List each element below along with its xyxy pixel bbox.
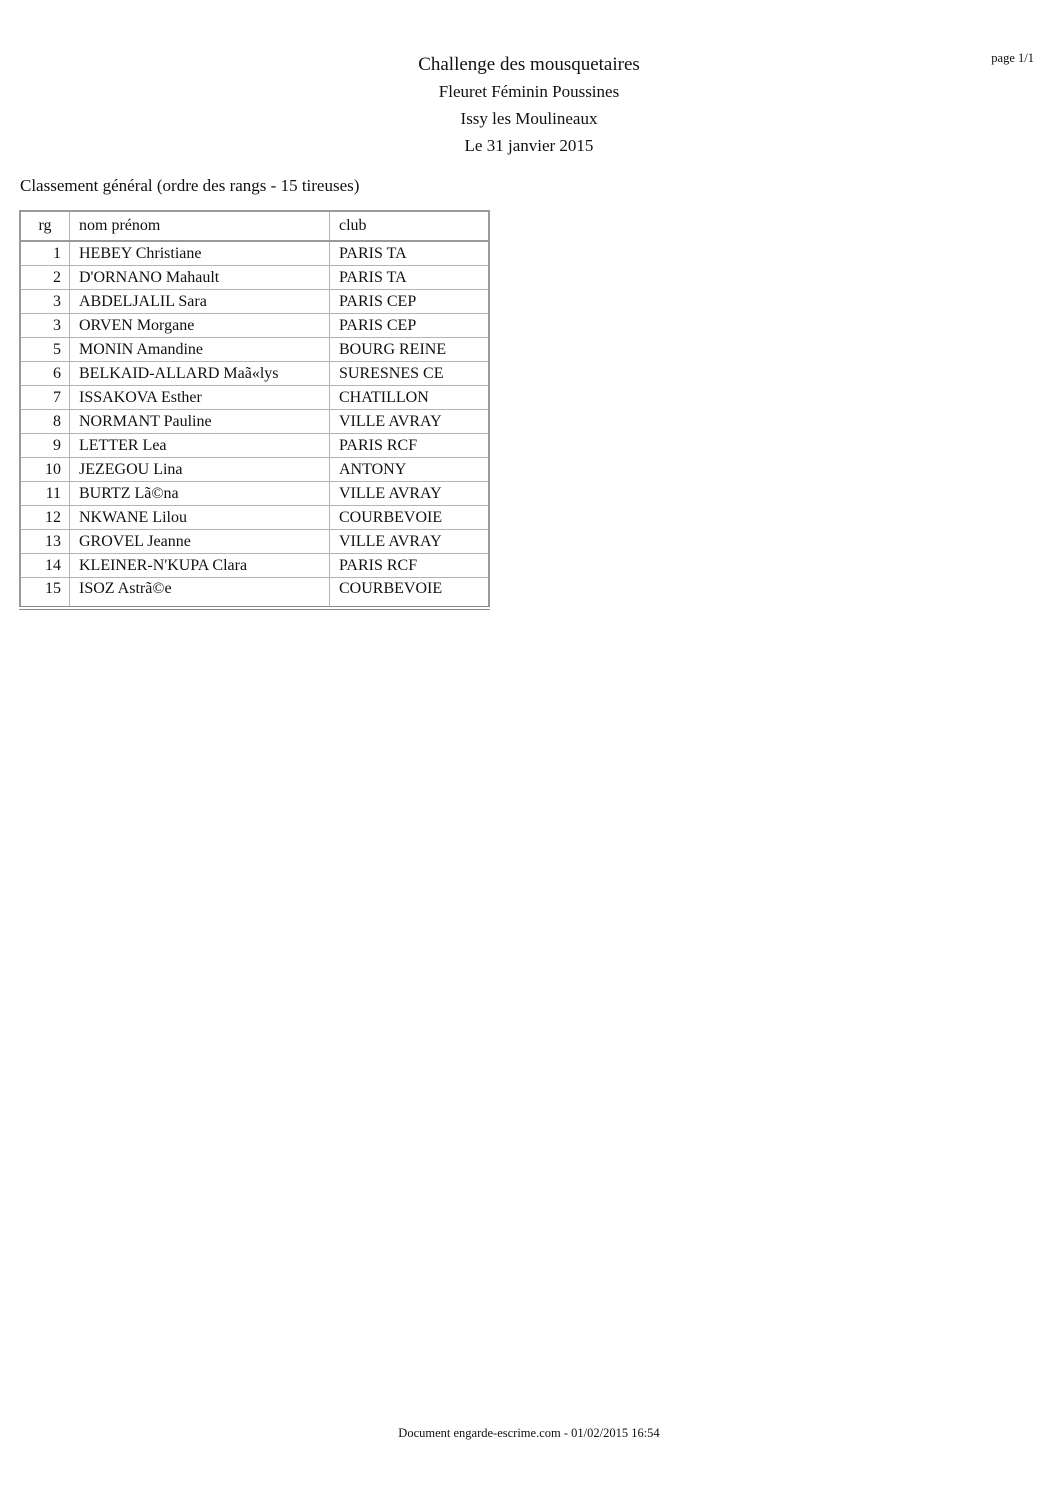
table-row — [20, 530, 489, 554]
column-header-rank: rg — [20, 211, 70, 241]
cell-name: NKWANE Lilou — [70, 506, 330, 530]
cell-name: ISOZ Astrã©e — [70, 578, 330, 609]
cell-club: PARIS CEP — [330, 314, 490, 338]
competition-location: Issy les Moulineaux — [460, 109, 598, 128]
cell-rank: 15 — [20, 578, 70, 609]
page-number: page 1/1 — [991, 51, 1034, 65]
cell-rank: 7 — [20, 386, 70, 410]
cell-rank: 1 — [20, 241, 70, 266]
cell-name: HEBEY Christiane — [70, 241, 330, 266]
ranking-table — [19, 210, 490, 610]
table-row — [20, 290, 489, 314]
cell-rank: 13 — [20, 530, 70, 554]
table-row — [20, 578, 489, 609]
competition-title: Challenge des mousquetaires — [418, 54, 640, 75]
table-row — [20, 458, 489, 482]
cell-rank: 12 — [20, 506, 70, 530]
cell-name: JEZEGOU Lina — [70, 458, 330, 482]
cell-club: BOURG REINE — [330, 338, 490, 362]
table-row — [20, 554, 489, 578]
column-header-name: nom prénom — [70, 211, 330, 241]
cell-rank: 6 — [20, 362, 70, 386]
cell-rank: 2 — [20, 266, 70, 290]
cell-club: PARIS TA — [330, 266, 490, 290]
cell-club: VILLE AVRAY — [330, 410, 490, 434]
cell-club: VILLE AVRAY — [330, 530, 490, 554]
table-row — [20, 338, 489, 362]
cell-rank: 5 — [20, 338, 70, 362]
cell-rank: 11 — [20, 482, 70, 506]
cell-rank: 8 — [20, 410, 70, 434]
competition-date: Le 31 janvier 2015 — [464, 136, 594, 155]
cell-club: COURBEVOIE — [330, 506, 490, 530]
cell-name: BELKAID-ALLARD Maã«lys — [70, 362, 330, 386]
cell-rank: 14 — [20, 554, 70, 578]
cell-name: GROVEL Jeanne — [70, 530, 330, 554]
document-footer: Document engarde-escrime.com - 01/02/2015 16:54 — [398, 1426, 660, 1440]
table-row — [20, 506, 489, 530]
cell-name: MONIN Amandine — [70, 338, 330, 362]
cell-club: COURBEVOIE — [330, 578, 490, 609]
cell-club: VILLE AVRAY — [330, 482, 490, 506]
column-header-club: club — [330, 211, 490, 241]
cell-club: SURESNES CE — [330, 362, 490, 386]
table-header-row — [20, 211, 489, 241]
table-row — [20, 410, 489, 434]
cell-name: D'ORNANO Mahault — [70, 266, 330, 290]
table-row — [20, 241, 489, 266]
cell-name: LETTER Lea — [70, 434, 330, 458]
cell-rank: 10 — [20, 458, 70, 482]
cell-club: PARIS CEP — [330, 290, 490, 314]
cell-name: ABDELJALIL Sara — [70, 290, 330, 314]
cell-club: CHATILLON — [330, 386, 490, 410]
competition-category: Fleuret Féminin Poussines — [438, 82, 620, 101]
table-row — [20, 386, 489, 410]
table-row — [20, 314, 489, 338]
cell-name: KLEINER-N'KUPA Clara — [70, 554, 330, 578]
cell-club: ANTONY — [330, 458, 490, 482]
cell-name: BURTZ Lã©na — [70, 482, 330, 506]
table-row — [20, 482, 489, 506]
table-row — [20, 266, 489, 290]
cell-name: ISSAKOVA Esther — [70, 386, 330, 410]
table-row — [20, 434, 489, 458]
cell-rank: 9 — [20, 434, 70, 458]
table-row — [20, 362, 489, 386]
cell-rank: 3 — [20, 314, 70, 338]
ranking-caption: Classement général (ordre des rangs - 15 tireuses) — [20, 176, 360, 195]
cell-club: PARIS RCF — [330, 434, 490, 458]
cell-rank: 3 — [20, 290, 70, 314]
cell-name: ORVEN Morgane — [70, 314, 330, 338]
cell-club: PARIS TA — [330, 241, 490, 266]
document-header — [0, 51, 1058, 159]
cell-name: NORMANT Pauline — [70, 410, 330, 434]
cell-club: PARIS RCF — [330, 554, 490, 578]
